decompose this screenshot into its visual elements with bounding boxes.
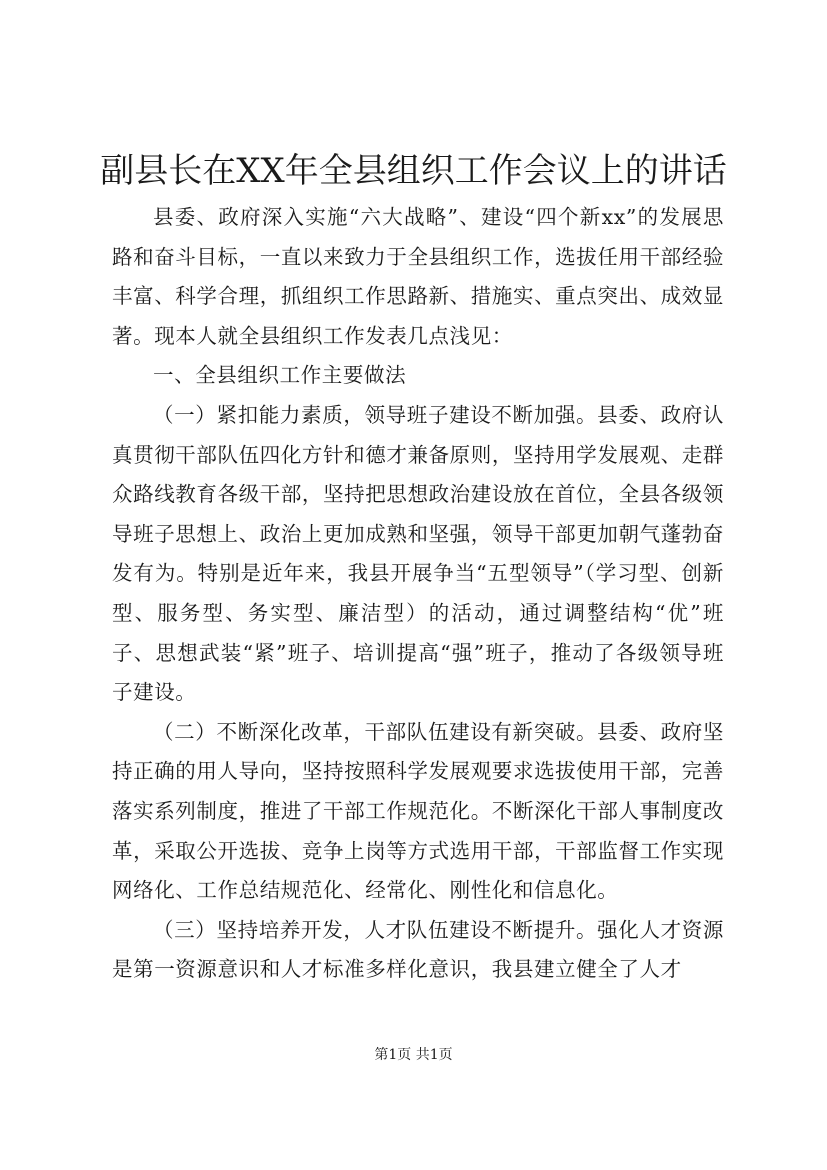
document-body	[112, 198, 724, 990]
paragraph-section-1: （一）紧扣能力素质，领导班子建设不断加强。县委、政府认真贯彻干部队伍四化方针和德才兼备原则，坚持用学发展观、走群众路线教育各级干部，坚持把思想政治建设放在首位，全县各级领导班子思想上、政治上更加成熟和坚强，领导干部更加朝气蓬勃奋发有为。特别是近年来，我县开展争当“五型领导”（学习型、创新型、服务型、务实型、廉洁型）的活动，通过调整结构“优”班子、思想武装“紧”班子、培训提高“强”班子，推动了各级领导班子建设。	[112, 402, 724, 705]
page-number-footer: 第1页 共1页	[374, 1047, 453, 1063]
paragraph-section-3: （三）坚持培养开发，人才队伍建设不断提升。强化人才资源是第一资源意识和人才标准多样化意识，我县建立健全了人才	[112, 917, 724, 982]
section-heading: 一、全县组织工作主要做法	[153, 363, 407, 388]
paragraph-section-2: （二）不断深化改革，干部队伍建设有新突破。县委、政府坚持正确的用人导向，坚持按照科学发展观要求选拔使用干部，完善落实系列制度，推进了干部工作规范化。不断深化干部人事制度改革，采取公开选拔、竞争上岗等方式选用干部，干部监督工作实现网络化、工作总结规范化、经常化、刚性化和信息化。	[112, 719, 724, 903]
paragraph-intro: 县委、政府深入实施“六大战略”、建设“四个新xx”的发展思路和奋斗目标，一直以来致力于全县组织工作，选拔任用干部经验丰富、科学合理，抓组织工作思路新、措施实、重点突出、成效显著。现本人就全县组织工作发表几点浅见：	[112, 205, 724, 348]
document-title: 副县长在XX年全县组织工作会议上的讲话	[100, 151, 727, 191]
